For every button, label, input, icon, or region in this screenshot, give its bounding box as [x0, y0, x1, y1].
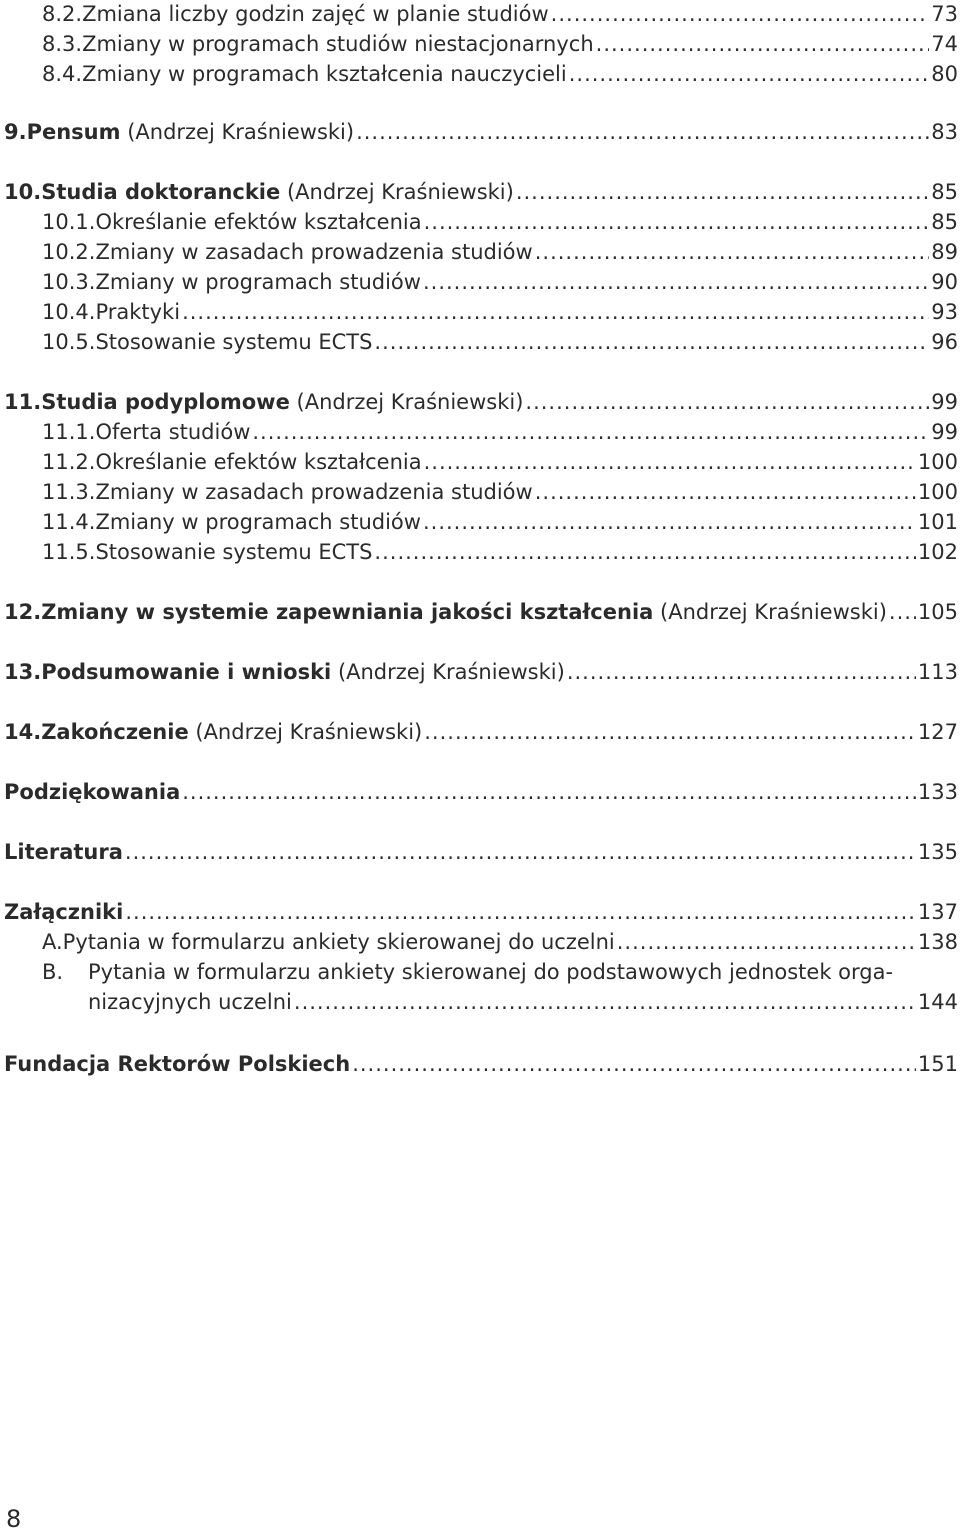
toc-entry-title: Zmiany w programach studiów: [95, 510, 421, 534]
toc-entry-title: Zmiany w systemie zapewniania jakości kształcenia (Andrzej Kraśniewski): [41, 600, 887, 624]
toc-entry-number: 8.3.: [42, 32, 83, 56]
toc-entry-number: 11.2.: [42, 450, 96, 474]
toc-entry-author: (Andrzej Kraśniewski): [127, 120, 355, 144]
toc-entry: [42, 238, 958, 266]
toc-entry-author: (Andrzej Kraśniewski): [195, 720, 423, 744]
toc-leader-dots: [596, 30, 930, 58]
toc-entry-page: 144: [917, 990, 958, 1014]
toc-entry-title: Pytania w formularzu ankiety skierowanej do uczelni: [62, 930, 615, 954]
toc-entry-page: 101: [917, 510, 958, 534]
toc-entry-title-continuation: nizacyjnych uczelni: [88, 990, 292, 1014]
toc-entry-page: 137: [917, 900, 958, 924]
toc-entry-author: (Andrzej Kraśniewski): [286, 180, 514, 204]
toc-entry-page: 138: [917, 930, 958, 954]
toc-entry-title: Studia podyplomowe (Andrzej Kraśniewski): [41, 390, 524, 414]
toc-entry: [42, 0, 958, 28]
toc-entry-number: 10.2.: [42, 240, 96, 264]
toc-leader-dots: [374, 538, 915, 566]
toc-entry-title: Literatura: [4, 840, 123, 864]
toc-entry-page: 99: [931, 390, 958, 414]
toc-entry-page: 133: [917, 780, 958, 804]
toc-entry-page: 105: [917, 600, 958, 624]
toc-entry-number: 14.: [4, 720, 42, 744]
toc-leader-dots: [424, 448, 916, 476]
toc-entry-number: 9.: [4, 120, 27, 144]
toc-entry-page: 74: [931, 32, 958, 56]
toc-entry: [42, 508, 958, 536]
toc-entry-number: 10.1.: [42, 210, 96, 234]
toc-leader-dots: [182, 778, 916, 806]
toc-entry: [42, 328, 958, 356]
toc-entry-number: 13.: [4, 660, 42, 684]
toc-entry-number: 11.1.: [42, 420, 96, 444]
toc-entry-page: 73: [931, 2, 958, 26]
toc-entry-title: Zmiany w programach studiów niestacjonarnych: [82, 32, 594, 56]
toc-entry-author: (Andrzej Kraśniewski): [660, 600, 887, 624]
toc-leader-dots: [567, 658, 916, 686]
toc-entry-title: Zmiany w zasadach prowadzenia studiów: [95, 240, 533, 264]
toc-entry-number: 11.5.: [42, 540, 96, 564]
toc-entry-number: 8.2.: [42, 2, 83, 26]
toc-entry-number: 10.: [4, 180, 42, 204]
toc-entry: [42, 478, 958, 506]
toc-entry-title: Zmiany w programach studiów: [95, 270, 421, 294]
toc-section: [4, 778, 958, 806]
toc-leader-dots: [125, 898, 916, 926]
toc-entry-title: Podsumowanie i wnioski (Andrzej Kraśniewski): [41, 660, 565, 684]
toc-entry-page: 100: [917, 450, 958, 474]
toc-chapter: [4, 598, 958, 626]
toc-leader-dots: [516, 178, 929, 206]
toc-chapter: [4, 388, 958, 416]
toc-entry-title: Zakończenie (Andrzej Kraśniewski): [41, 720, 423, 744]
toc-entry: [42, 928, 958, 956]
toc-leader-dots: [423, 508, 916, 536]
toc-entry: [42, 298, 958, 326]
toc-entry-number: A.: [42, 930, 63, 954]
toc-entry-title: Zmiana liczby godzin zajęć w planie studiów: [82, 2, 549, 26]
toc-entry-author: (Andrzej Kraśniewski): [337, 660, 565, 684]
toc-leader-dots: [424, 208, 930, 236]
toc-entry-number: 10.4.: [42, 300, 96, 324]
toc-leader-dots: [617, 928, 916, 956]
toc-entry-title: Załączniki: [4, 900, 124, 924]
toc-entry-page: 151: [917, 1052, 958, 1076]
toc-entry-page: 99: [931, 420, 958, 444]
toc-chapter: [4, 658, 958, 686]
toc-entry-number: 11.: [4, 390, 42, 414]
toc-entry-page: 127: [917, 720, 958, 744]
toc-entry-title: Określanie efektów kształcenia: [95, 210, 422, 234]
toc-entry-number: 11.3.: [42, 480, 96, 504]
toc-leader-dots: [294, 988, 916, 1016]
toc-leader-dots: [125, 838, 916, 866]
toc-entry-title: Stosowanie systemu ECTS: [95, 330, 373, 354]
toc-entry-page: 89: [931, 240, 958, 264]
toc-entry-page: 83: [931, 120, 958, 144]
toc-entry-number: 10.3.: [42, 270, 96, 294]
toc-leader-dots: [569, 60, 930, 88]
toc-entry-page: 80: [931, 62, 958, 86]
toc-entry-page: 113: [917, 660, 958, 684]
toc-entry: [42, 538, 958, 566]
toc-entry-page: 96: [931, 330, 958, 354]
toc-entry-page: 135: [917, 840, 958, 864]
toc-entry: [42, 60, 958, 88]
toc-entry-page: 100: [917, 480, 958, 504]
toc-entry-title: Zmiany w programach kształcenia nauczycieli: [82, 62, 567, 86]
toc-entry-number: B.: [42, 960, 64, 984]
toc-leader-dots: [424, 718, 916, 746]
toc-section: [4, 898, 958, 926]
toc-leader-dots: [889, 598, 916, 626]
toc-section: [4, 1050, 958, 1078]
toc-leader-dots: [182, 298, 929, 326]
toc-entry-title: Pytania w formularzu ankiety skierowanej do podstawowych jednostek orga-: [88, 960, 894, 984]
toc-leader-dots: [423, 268, 929, 296]
toc-entry-title: Określanie efektów kształcenia: [95, 450, 422, 474]
toc-entry-page: 85: [931, 210, 958, 234]
page-number: 8: [6, 1505, 22, 1533]
toc-entry-number: 11.4.: [42, 510, 96, 534]
toc-entry-title: Pensum (Andrzej Kraśniewski): [26, 120, 355, 144]
toc-chapter: [4, 178, 958, 206]
toc-leader-dots: [535, 238, 930, 266]
toc-leader-dots: [374, 328, 929, 356]
toc-entry-title: Praktyki: [95, 300, 181, 324]
toc-entry-number: 10.5.: [42, 330, 96, 354]
toc-leader-dots: [352, 1050, 916, 1078]
toc-entry-number: 8.4.: [42, 62, 83, 86]
toc-entry-author: (Andrzej Kraśniewski): [296, 390, 524, 414]
toc-entry: [88, 988, 958, 1016]
toc-entry: [42, 208, 958, 236]
toc-leader-dots: [525, 388, 929, 416]
toc-entry-title: Podziękowania: [4, 780, 181, 804]
toc-entry-title: Oferta studiów: [95, 420, 251, 444]
toc-leader-dots: [356, 118, 929, 146]
toc-section: [4, 838, 958, 866]
toc-entry-page: 85: [931, 180, 958, 204]
toc-entry-title: Stosowanie systemu ECTS: [95, 540, 373, 564]
toc-leader-dots: [551, 0, 930, 28]
toc-entry: [42, 268, 958, 296]
toc-chapter: [4, 718, 958, 746]
toc-entry: [42, 448, 958, 476]
toc-entry-page: 93: [931, 300, 958, 324]
toc-entry-page: 102: [917, 540, 958, 564]
toc-leader-dots: [252, 418, 929, 446]
toc-entry-first-line: [42, 958, 893, 986]
toc-entry: [42, 30, 958, 58]
toc-entry-page: 90: [931, 270, 958, 294]
toc-entry: [42, 418, 958, 446]
toc-chapter: [4, 118, 958, 146]
toc-entry-title: Fundacja Rektorów Polskiech: [4, 1052, 351, 1076]
toc-entry-title: Zmiany w zasadach prowadzenia studiów: [95, 480, 533, 504]
toc-leader-dots: [535, 478, 916, 506]
toc-entry-number: 12.: [4, 600, 42, 624]
toc-entry-title: Studia doktoranckie (Andrzej Kraśniewski): [41, 180, 514, 204]
